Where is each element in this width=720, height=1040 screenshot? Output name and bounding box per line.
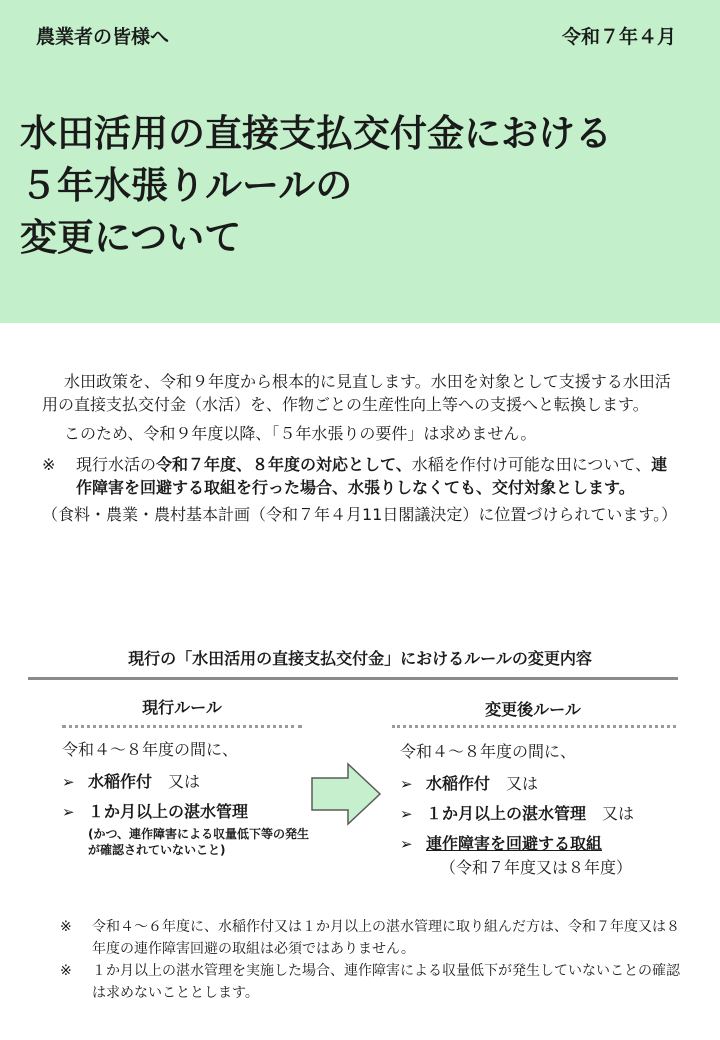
current-item-2 (62, 800, 312, 824)
page-title (20, 108, 710, 264)
title-line-3: 変更について (20, 216, 242, 259)
header-banner (0, 0, 720, 323)
current-item-2-note: (かつ、連作障害による収量低下等の発生が確認されていないこと) (88, 827, 310, 857)
changed-item-1 (400, 772, 690, 796)
footnote-1 (60, 916, 680, 960)
changed-item-2-suffix: 又は (602, 804, 635, 823)
note-mark: ※ (42, 455, 56, 474)
footnotes (60, 916, 680, 1004)
title-line-1: 水田活用の直接支払交付金における (20, 112, 612, 155)
intro-paragraph-2: このため、令和９年度以降、「５年水張りの要件」は求めません。 (64, 424, 537, 443)
section-divider (28, 677, 678, 680)
addressee: 農業者の皆様へ (36, 26, 170, 48)
changed-rule-column (400, 740, 690, 880)
note-text-d: 連作障害を回避する取組を行った場合、水張りしなくても、交付対象とします。 (76, 455, 668, 497)
changed-item-2 (400, 802, 690, 826)
current-item-1-suffix: 又は (168, 772, 201, 791)
current-rule-column (62, 738, 312, 858)
bullet-arrow-icon: ➢ (400, 775, 413, 793)
note-text-b: 令和７年度、８年度の対応として、 (156, 455, 412, 474)
comparison-title: 現行の「水田活用の直接支払交付金」におけるルールの変更内容 (128, 649, 592, 668)
current-item-1 (62, 770, 312, 794)
current-item-1-text: 水稲作付 (88, 772, 153, 791)
changed-dotted-rule (392, 725, 676, 728)
current-lead: 令和４～８年度の間に、 (62, 740, 239, 759)
note-text (76, 453, 682, 499)
changed-item-1-text: 水稲作付 (426, 774, 491, 793)
change-arrow-icon (310, 762, 382, 826)
bullet-arrow-icon: ➢ (62, 773, 75, 791)
changed-item-3-text: 連作障害を回避する取組 (426, 834, 603, 853)
changed-item-2-text: １か月以上の湛水管理 (426, 804, 587, 823)
changed-lead: 令和４～８年度の間に、 (400, 742, 577, 761)
current-dotted-rule (62, 725, 302, 728)
bullet-arrow-icon: ➢ (400, 805, 413, 823)
changed-item-1-suffix: 又は (506, 774, 539, 793)
footnote-text: 令和４～６年度に、水稲作付又は１か月以上の湛水管理に取り組んだ方は、令和７年度又は８年度の連作障害回避の取組は必須ではありません。 (92, 919, 680, 957)
changed-item-3 (400, 832, 690, 856)
footnote-2 (60, 960, 680, 1004)
changed-item-3-sub: （令和７年度又は８年度） (440, 858, 633, 877)
bullet-arrow-icon: ➢ (62, 803, 75, 821)
intro-paragraph-4: （食料・農業・農村基本計画（令和７年４月11日閣議決定）に位置づけられています。） (42, 505, 678, 524)
issue-date: 令和７年４月 (561, 26, 676, 48)
footnote-text: １か月以上の湛水管理を実施した場合、連作障害による収量低下が発生していないことの確認は求めないこととします。 (92, 963, 680, 1001)
note-text-c: 水稲を作付け可能な田について、 (411, 455, 652, 474)
title-line-2: ５年水張りルールの (20, 164, 353, 207)
current-rule-heading: 現行ルール (142, 698, 222, 717)
current-item-2-text: １か月以上の湛水管理 (88, 802, 249, 821)
intro-text (42, 370, 682, 526)
footnote-mark: ※ (60, 919, 72, 935)
intro-paragraph-1: 水田政策を、令和９年度から根本的に見直します。水田を対象として支援する水田活用の直接支払交付金（水活）を、作物ごとの生産性向上等への支援へと転換します。 (42, 372, 671, 414)
note-text-a: 現行水活の (76, 455, 157, 474)
footnote-mark: ※ (60, 963, 72, 979)
changed-rule-heading: 変更後ルール (485, 700, 581, 719)
bullet-arrow-icon: ➢ (400, 835, 413, 853)
intro-note (42, 453, 682, 499)
